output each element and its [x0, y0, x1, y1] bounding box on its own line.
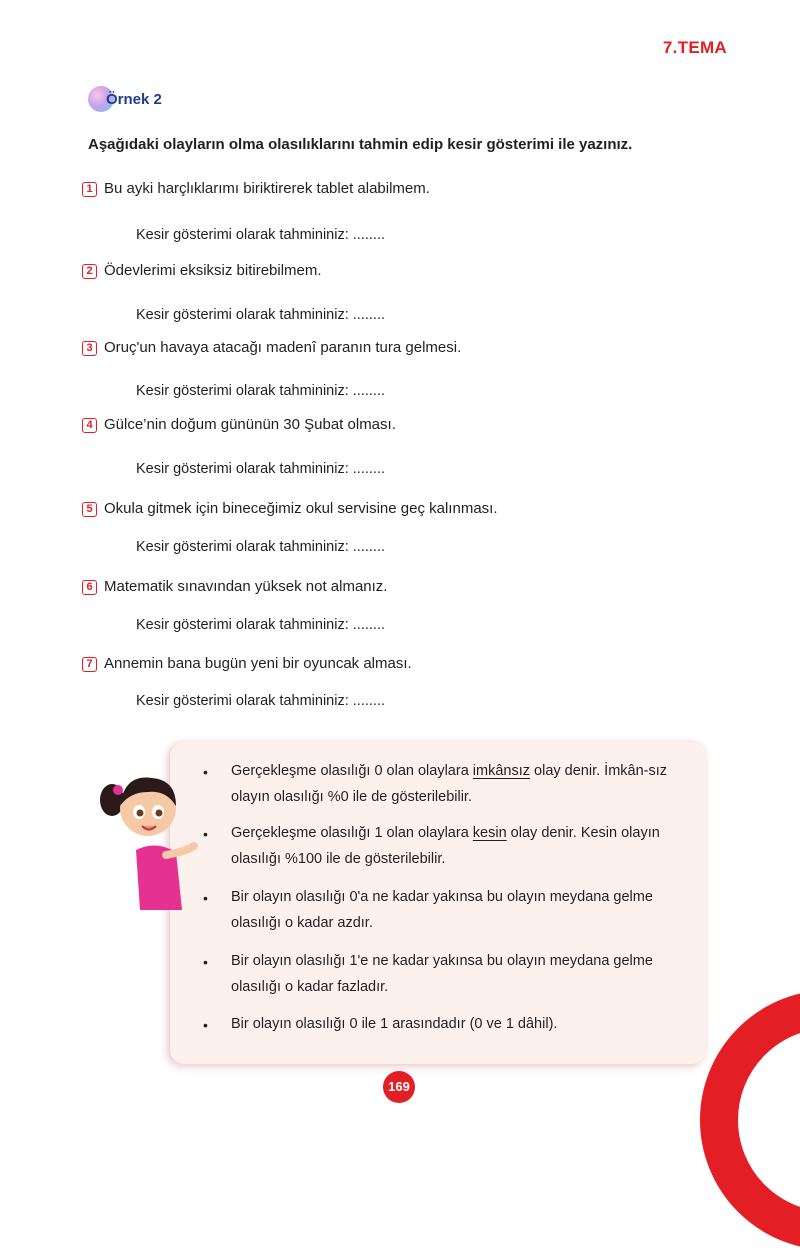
answer-line-2: Kesir gösterimi olarak tahmininiz: ........: [136, 307, 385, 323]
answer-line-1: Kesir gösterimi olarak tahmininiz: ........: [136, 227, 385, 243]
instruction-text: Aşağıdaki olayların olma olasılıklarını tahmin edip kesir gösterimi ile yazınız.: [88, 136, 633, 153]
question-text: Ödevlerimi eksiksiz bitirebilmem.: [104, 262, 322, 279]
question-number-badge: 5: [82, 502, 97, 517]
answer-line-3: Kesir gösterimi olarak tahmininiz: ........: [136, 383, 385, 399]
info-text: Gerçekleşme olasılığı 1 olan olaylara: [231, 825, 473, 841]
term-impossible: imkânsız: [472, 763, 531, 779]
bullet-dot: •: [203, 764, 208, 780]
info-bullet-3: Bir olayın olasılığı 0'a ne kadar yakınsa bu olayın meydana gelme olasılığı o kadar azdır.: [231, 889, 653, 931]
example-label: Örnek 2: [106, 91, 162, 108]
question-text: Okula gitmek için bineceğimiz okul servisine geç kalınması.: [104, 500, 498, 517]
question-number-badge: 7: [82, 657, 97, 672]
girl-character-illustration: [96, 760, 206, 910]
info-text: Gerçekleşme olasılığı 0 olan olaylara: [231, 763, 473, 779]
answer-line-7: Kesir gösterimi olarak tahmininiz: ........: [136, 693, 385, 709]
page-number: 169: [383, 1071, 415, 1103]
info-text: olay denir. İmkân-sız olayın olasılığı %0 ile de gösterilebilir.: [231, 763, 668, 805]
decorative-arc: [700, 990, 800, 1250]
question-7: [82, 655, 412, 672]
answer-line-4: Kesir gösterimi olarak tahmininiz: ........: [136, 461, 385, 477]
question-text: Oruç'un havaya atacağı madenî paranın tura gelmesi.: [104, 339, 462, 356]
bullet-dot: •: [203, 954, 208, 970]
info-bullet-1: [231, 758, 703, 810]
bullet-dot: •: [203, 1017, 208, 1033]
question-text: Bu ayki harçlıklarımı biriktirerek tablet alabilmem.: [104, 180, 430, 197]
question-2: [82, 262, 322, 279]
info-bullet-2: [231, 820, 703, 872]
example-badge: [88, 84, 178, 114]
bullet-dot: •: [203, 890, 208, 906]
question-5: [82, 500, 498, 517]
question-number-badge: 2: [82, 264, 97, 279]
question-text: Gülce’nin doğum gününün 30 Şubat olması.: [104, 416, 396, 433]
question-number-badge: 1: [82, 182, 97, 197]
question-4: [82, 416, 396, 433]
question-number-badge: 6: [82, 580, 97, 595]
theme-label: 7.TEMA: [662, 38, 727, 57]
info-bullet-5: Bir olayın olasılığı 0 ile 1 arasındadır (0 ve 1 dâhil).: [231, 1016, 558, 1032]
answer-line-5: Kesir gösterimi olarak tahmininiz: ........: [136, 539, 385, 555]
question-text: Annemin bana bugün yeni bir oyuncak alması.: [104, 655, 412, 672]
question-number-badge: 4: [82, 418, 97, 433]
term-certain: kesin: [472, 825, 507, 841]
bullet-dot: •: [203, 826, 208, 842]
answer-line-6: Kesir gösterimi olarak tahmininiz: ........: [136, 617, 385, 633]
info-text: olay denir. Kesin olayın olasılığı %100 ile de gösterilebilir.: [231, 825, 660, 867]
question-number-badge: 3: [82, 341, 97, 356]
question-text: Matematik sınavından yüksek not almanız.: [104, 578, 388, 595]
question-3: [82, 339, 461, 356]
question-1: [82, 180, 430, 197]
info-bullet-4: Bir olayın olasılığı 1'e ne kadar yakınsa bu olayın meydana gelme olasılığı o kadar fazladır.: [231, 953, 653, 995]
question-6: [82, 578, 387, 595]
